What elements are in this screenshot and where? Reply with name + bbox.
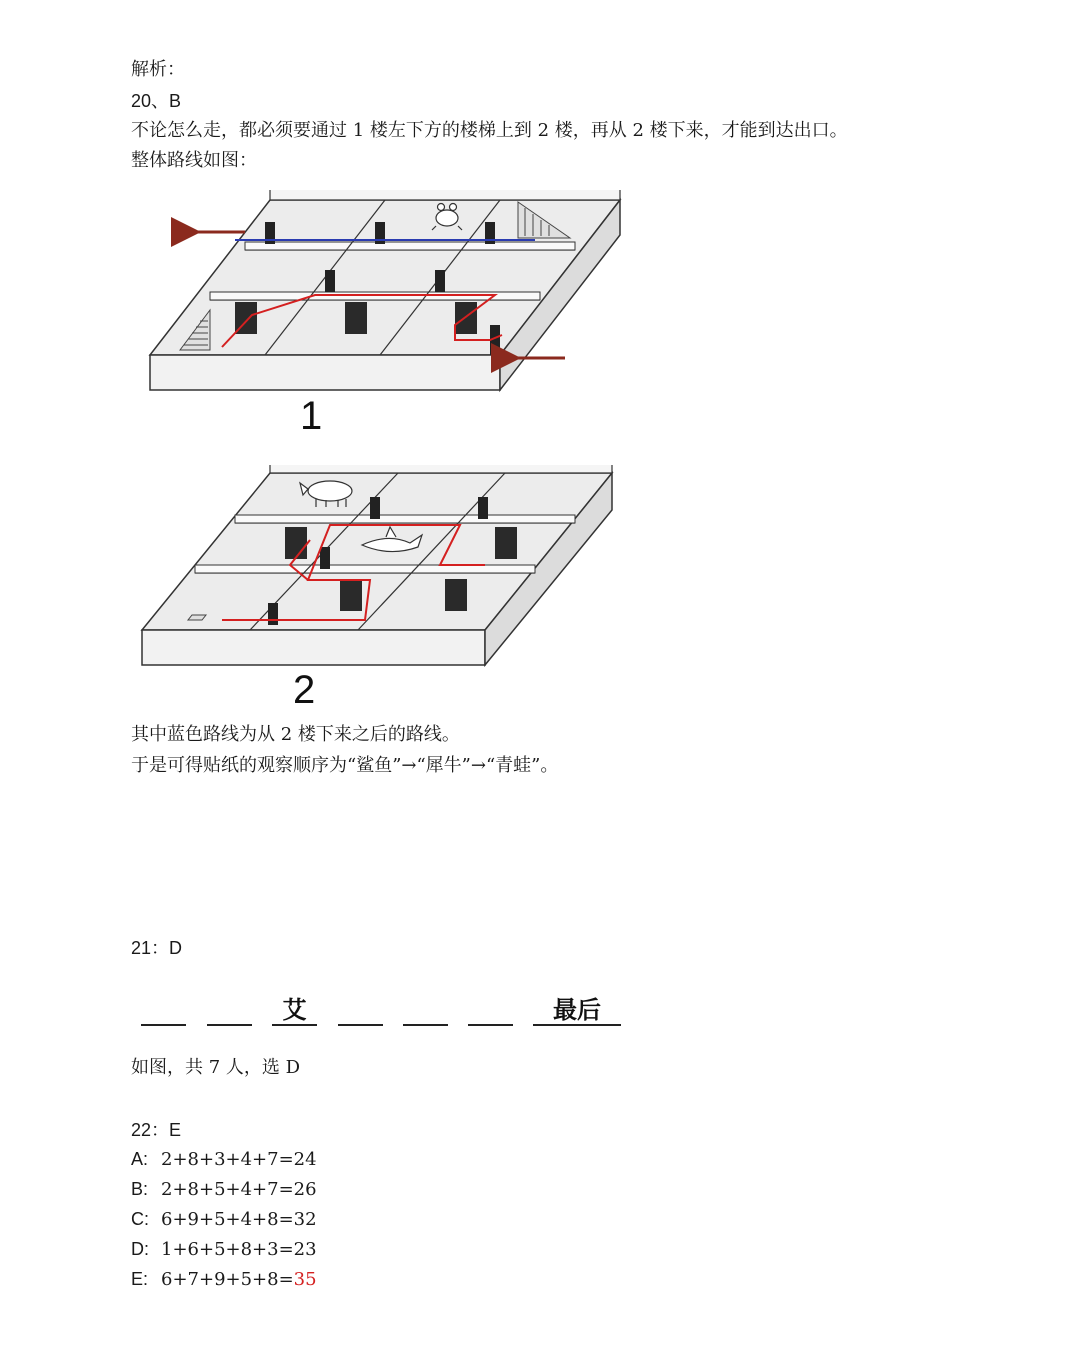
- answer-22: 22：E: [131, 1120, 182, 1140]
- equation-result: 26: [293, 1179, 317, 1200]
- explanation-20-line1: 不论怎么走，都必须要通过 1 楼左下方的楼梯上到 2 楼，再从 2 楼下来，才能到达出口。: [131, 120, 848, 141]
- explanation-20-line2: 整体路线如图：: [131, 150, 257, 171]
- equation-expression: 2+8+3+4+7=: [161, 1149, 294, 1170]
- maze-floor-2-figure: [140, 465, 620, 675]
- equation-expression: 6+9+5+4+8=: [161, 1209, 294, 1230]
- position-slot: [403, 1024, 448, 1026]
- equation-label: B:: [131, 1179, 149, 1199]
- answer-21: 21：D: [131, 938, 183, 958]
- door: [325, 270, 335, 292]
- door: [320, 547, 330, 569]
- sticker-order: 于是可得贴纸的观察顺序为“鲨鱼”→“犀牛”→“青蛙”。: [131, 755, 559, 776]
- equation-label: A:: [131, 1149, 149, 1169]
- conclusion-21: 如图，共 7 人，选 D: [131, 1057, 301, 1078]
- equation-result: 24: [293, 1149, 317, 1170]
- equation-label: E:: [131, 1269, 149, 1289]
- equation-expression: 1+6+5+8+3=: [161, 1239, 294, 1260]
- route-note: 其中蓝色路线为从 2 楼下来之后的路线。: [131, 724, 460, 745]
- equation-result: 32: [293, 1209, 317, 1230]
- floor-2-label: 2: [293, 668, 316, 712]
- door: [370, 497, 380, 519]
- equation-row-b: [131, 1178, 317, 1201]
- analysis-heading: 解析：: [131, 59, 185, 80]
- equation-result-highlight: 35: [293, 1269, 317, 1290]
- equation-row-d: [131, 1238, 317, 1261]
- door: [435, 270, 445, 292]
- door: [268, 603, 278, 625]
- maze-floor-1-figure: [140, 190, 640, 400]
- floor-1-label: 1: [300, 394, 323, 438]
- position-slot: [207, 1024, 252, 1026]
- equation-result: 23: [293, 1239, 317, 1260]
- equation-row-c: [131, 1208, 317, 1231]
- door: [445, 579, 467, 611]
- equation-row-e: [131, 1268, 317, 1291]
- equation-label: D:: [131, 1239, 149, 1259]
- position-slot: [468, 1024, 513, 1026]
- door: [345, 302, 367, 334]
- door: [340, 579, 362, 611]
- slot-label-ai: 艾: [282, 996, 307, 1024]
- equation-expression: 6+7+9+5+8=: [161, 1269, 294, 1290]
- position-slot: [338, 1024, 383, 1026]
- door: [478, 497, 488, 519]
- door: [495, 527, 517, 559]
- equation-expression: 2+8+5+4+7=: [161, 1179, 294, 1200]
- equation-row-a: [131, 1148, 317, 1171]
- door: [285, 527, 307, 559]
- equation-label: C:: [131, 1209, 149, 1229]
- answer-20: 20、B: [131, 91, 182, 111]
- slot-label-last: 最后: [553, 996, 601, 1024]
- position-slot: [141, 1024, 186, 1026]
